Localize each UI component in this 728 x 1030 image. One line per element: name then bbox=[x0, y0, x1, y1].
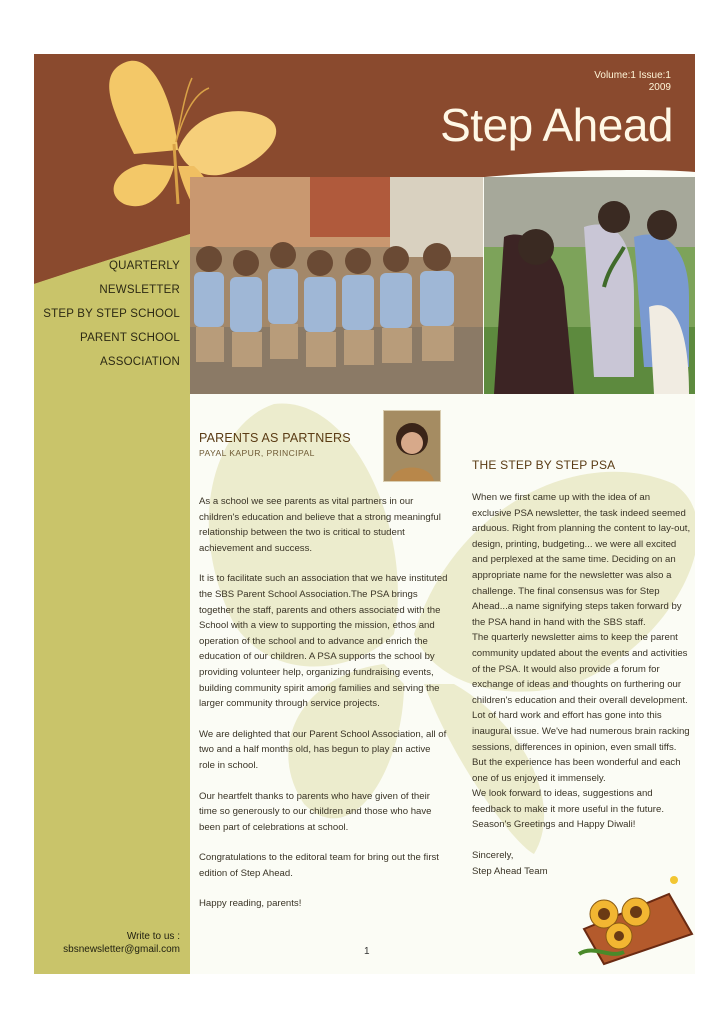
sidebar-tagline bbox=[34, 254, 180, 374]
paragraph bbox=[472, 833, 692, 848]
newsletter-title: Step Ahead bbox=[440, 99, 673, 151]
paragraph: It is to facilitate such an association that we have instituted the SBS Parent School Association.The PSA brings together the staff, parents and others associated with the School with a view to supporting the mission, ethos and operation of the school and to advance and enrich the education of our children. A PSA supports the school by providing volunteer help, organizing fundraising events, building community spirit among families and serving the larger community through service projects. bbox=[199, 573, 448, 710]
contact-email-link[interactable]: sbsnewsletter@gmail.com bbox=[63, 944, 180, 955]
right-article-body bbox=[472, 490, 692, 879]
write-to-us-label: Write to us : bbox=[126, 931, 180, 942]
paragraph: Happy reading, parents! bbox=[199, 898, 302, 910]
paragraph: Lot of hard work and effort has gone into this inaugural issue. We've had numerous brain racking sessions, differences in opinion, even small tiffs. But the experience has been wonderful and each one of us enjoyed it immensely. bbox=[472, 710, 690, 784]
tagline-line: PARENT SCHOOL bbox=[80, 332, 180, 344]
paragraph: Our heartfelt thanks to parents who have given of their time so generously to our children and those who have been part of celebrations at school. bbox=[199, 790, 432, 833]
newsletter-page bbox=[34, 54, 695, 974]
paragraph: Season's Greetings and Happy Diwali! bbox=[472, 819, 636, 831]
tagline-line: NEWSLETTER bbox=[99, 284, 180, 296]
left-article-heading: PARENTS AS PARTNERS bbox=[199, 431, 351, 445]
tagline-line: QUARTERLY bbox=[108, 260, 180, 272]
paragraph: We look forward to ideas, suggestions and feedback to make it more useful in the future. bbox=[472, 788, 664, 815]
tree-planting-photo bbox=[484, 177, 695, 394]
paragraph: As a school we see parents as vital partners in our children's education and believe that a strong meaningful relationship between the two is critical to student achievement and success. bbox=[199, 496, 441, 554]
tagline-line: STEP BY STEP SCHOOL bbox=[43, 308, 180, 320]
paragraph: Step Ahead Team bbox=[472, 865, 548, 877]
paragraph: The quarterly newsletter aims to keep the parent community updated about the events and activities of the PSA. It would also provide a forum for exchange of ideas and thoughts on furthering our children's education and their overall development. bbox=[472, 632, 688, 706]
paragraph: When we first came up with the idea of an exclusive PSA newsletter, the task indeed seemed arduous. Right from planning the content to lay-out, design, printing, budgeting... we were all excited and perplexed at the same time. Deciding on an appropriate name for the newsletter was also a challenge. The final consensus was for Step Ahead...a name signifying steps taken forward by the PSA hand in hand with the SBS staff. bbox=[472, 492, 691, 628]
page-number: 1 bbox=[364, 946, 370, 957]
left-article-body bbox=[199, 494, 449, 927]
students-group-photo bbox=[190, 177, 483, 394]
sunflower-sign-clipart bbox=[574, 874, 695, 966]
paragraph: We are delighted that our Parent School Association, all of two and a half months old, has begun to play an active role in school. bbox=[199, 728, 447, 771]
volume-issue: Volume:1 Issue:1 2009 bbox=[594, 70, 671, 93]
paragraph: Congratulations to the editoral team for bring out the first edition of Step Ahead. bbox=[199, 852, 439, 879]
principal-portrait bbox=[383, 410, 441, 482]
right-article-heading: THE STEP BY STEP PSA bbox=[472, 458, 616, 472]
paragraph: Sincerely, bbox=[472, 850, 514, 862]
left-article-byline: PAYAL KAPUR, PRINCIPAL bbox=[199, 448, 315, 458]
tagline-line: ASSOCIATION bbox=[100, 356, 180, 368]
